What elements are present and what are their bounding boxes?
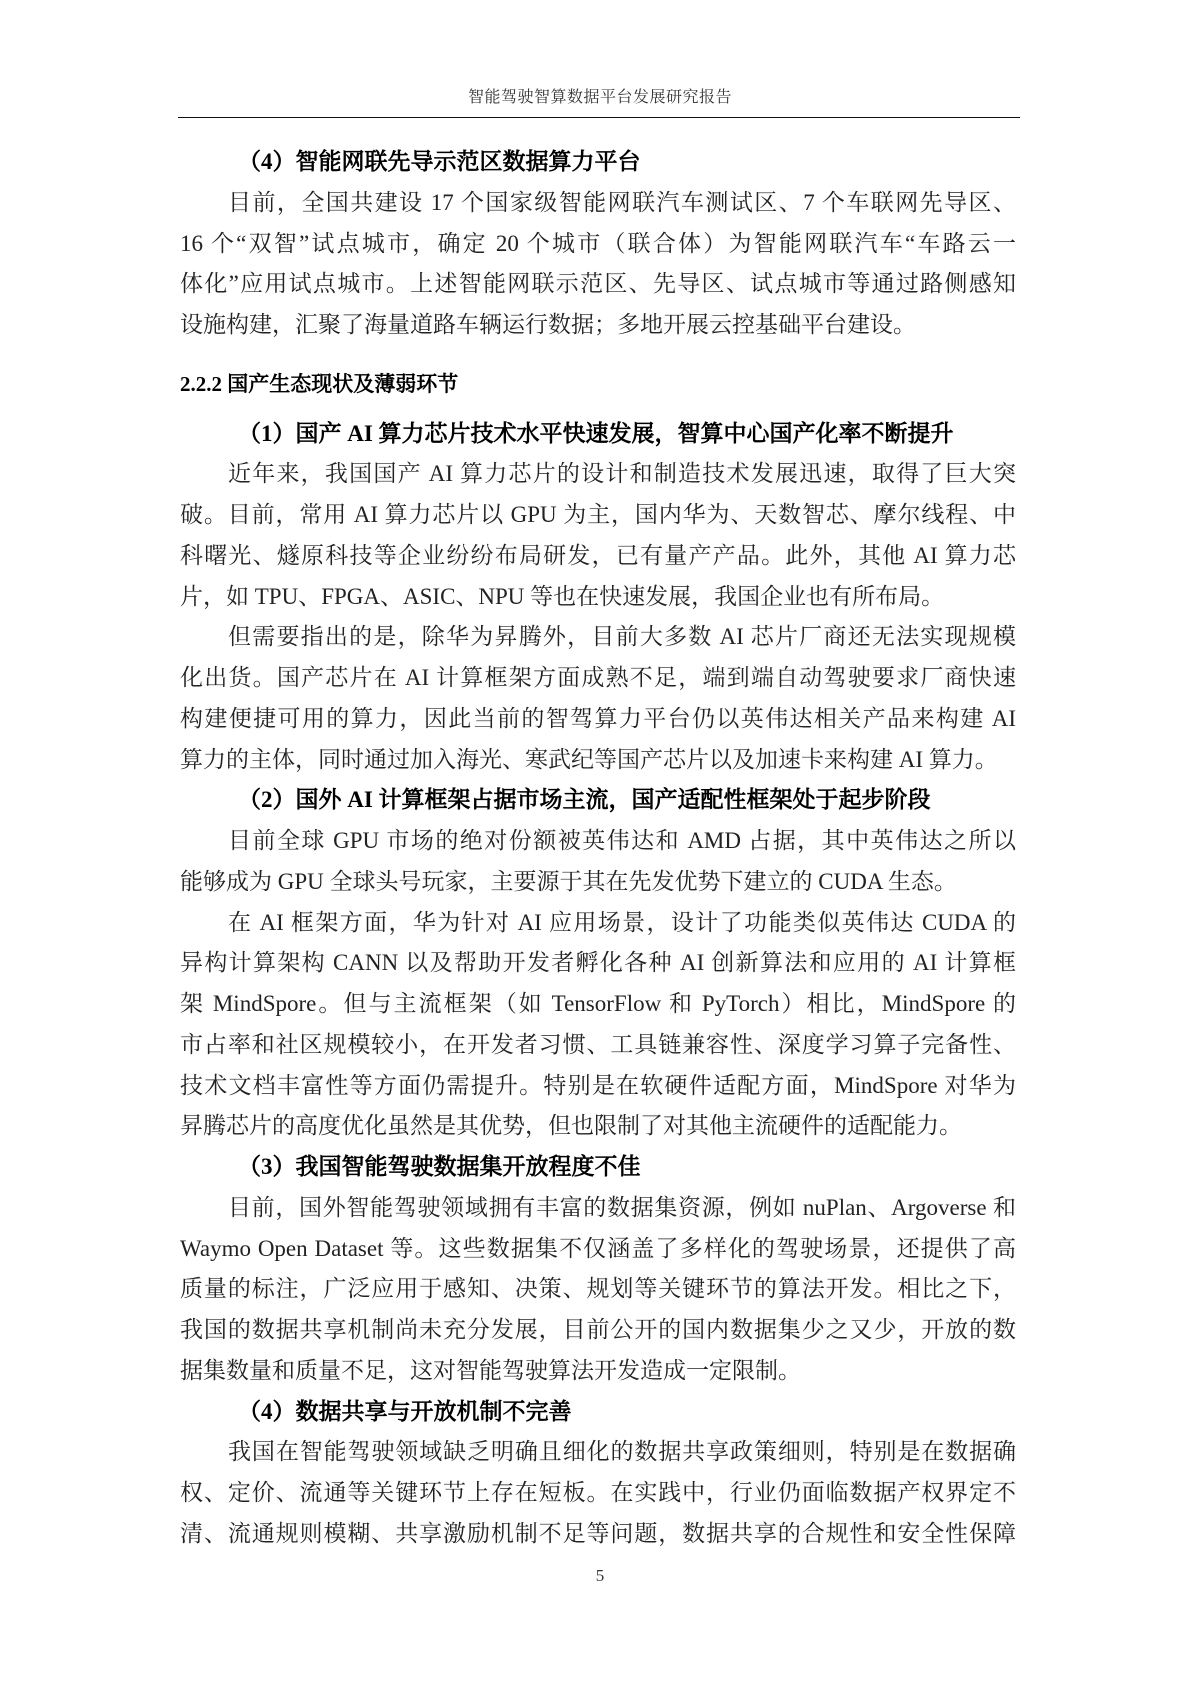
paragraph-line: 能够成为 GPU 全球头号玩家，主要源于其在先发优势下建立的 CUDA 生态。 — [180, 868, 957, 894]
paragraph-line: 近年来，我国国产 AI 算力芯片的设计和制造技术发展迅速，取得了巨大突 — [228, 461, 1016, 487]
paragraph-line: 市占率和社区规模较小，在开发者习惯、工具链兼容性、深度学习算子完备性、 — [180, 1031, 1016, 1057]
paragraph — [180, 1432, 1016, 1554]
subsection-heading: （4）智能网联先导示范区数据算力平台 — [238, 149, 641, 174]
paragraph-line: 目前，国外智能驾驶领域拥有丰富的数据集资源，例如 nuPlan、Argoverse 和 — [228, 1194, 1016, 1220]
document-body — [180, 142, 1016, 1555]
paragraph-line: Waymo Open Dataset 等。这些数据集不仅涵盖了多样化的驾驶场景，还提供了高 — [180, 1235, 1016, 1261]
paragraph-line: 权、定价、流通等关键环节上存在短板。在实践中，行业仍面临数据产权界定不 — [180, 1480, 1016, 1505]
paragraph-line: 目前全球 GPU 市场的绝对份额被英伟达和 AMD 占据，其中英伟达之所以 — [228, 828, 1016, 853]
paragraph — [180, 617, 1016, 780]
paragraph-line: 昇腾芯片的高度优化虽然是其优势，但也限制了对其他主流硬件的适配能力。 — [180, 1113, 962, 1139]
paragraph-line: 架 MindSpore。但与主流框架（如 TensorFlow 和 PyTorch）相比，MindSpore 的 — [180, 991, 1016, 1016]
paragraph-line: 我国的数据共享机制尚未充分发展，目前公开的国内数据集少之又少，开放的数 — [180, 1317, 1016, 1342]
paragraph-line: 算力的主体，同时通过加入海光、寒武纪等国产芯片以及加速卡来构建 AI 算力。 — [180, 746, 998, 772]
paragraph-line: 体化”应用试点城市。上述智能网联示范区、先导区、试点城市等通过路侧感知 — [180, 271, 1016, 297]
paragraph-line: 但需要指出的是，除华为昇腾外，目前大多数 AI 芯片厂商还无法实现规模 — [228, 624, 1016, 650]
paragraph-line: 据集数量和质量不足，这对智能驾驶算法开发造成一定限制。 — [180, 1357, 801, 1383]
paragraph-line: 在 AI 框架方面，华为针对 AI 应用场景，设计了功能类似英伟达 CUDA 的 — [228, 909, 1016, 935]
paragraph-line: 科曙光、燧原科技等企业纷纷布局研发，已有量产产品。此外，其他 AI 算力芯 — [180, 542, 1016, 568]
paragraph — [180, 821, 1016, 903]
paragraph-line: 我国在智能驾驶领域缺乏明确且细化的数据共享政策细则，特别是在数据确 — [228, 1439, 1016, 1465]
paragraph-line: 片，如 TPU、FPGA、ASIC、NPU 等也在快速发展，我国企业也有所布局。 — [180, 583, 945, 609]
page-number: 5 — [595, 1566, 605, 1585]
paragraph-line: 破。目前，常用 AI 算力芯片以 GPU 为主，国内华为、天数智芯、摩尔线程、中 — [180, 502, 1016, 527]
paragraph-line: 目前，全国共建设 17 个国家级智能网联汽车测试区、7 个车联网先导区、 — [228, 189, 1016, 215]
paragraph — [180, 1188, 1016, 1392]
paragraph-line: 16 个“双智”试点城市，确定 20 个城市（联合体）为智能网联汽车“车路云一 — [180, 230, 1016, 256]
paragraph-line: 构建便捷可用的算力，因此当前的智驾算力平台仍以英伟达相关产品来构建 AI — [180, 705, 1016, 731]
subsection-heading: （3）我国智能驾驶数据集开放程度不佳 — [238, 1154, 641, 1179]
paragraph-line: 异构计算架构 CANN 以及帮助开发者孵化各种 AI 创新算法和应用的 AI 计算框 — [180, 950, 1016, 976]
paragraph — [180, 903, 1016, 1148]
running-header: 智能驾驶智算数据平台发展研究报告 — [467, 89, 732, 106]
paragraph — [180, 454, 1016, 617]
paragraph-line: 化出货。国产芯片在 AI 计算框架方面成熟不足，端到端自动驾驶要求厂商快速 — [180, 665, 1016, 690]
section-heading: 2.2.2 国产生态现状及薄弱环节 — [180, 371, 459, 396]
paragraph-line: 技术文档丰富性等方面仍需提升。特别是在软硬件适配方面，MindSpore 对华为 — [180, 1072, 1016, 1098]
paragraph-line: 清、流通规则模糊、共享激励机制不足等问题，数据共享的合规性和安全性保障 — [180, 1520, 1016, 1546]
paragraph-line: 质量的标注，广泛应用于感知、决策、规划等关键环节的算法开发。相比之下， — [180, 1276, 1016, 1302]
paragraph-line: 设施构建，汇聚了海量道路车辆运行数据；多地开展云控基础平台建设。 — [180, 312, 916, 337]
paragraph — [180, 183, 1016, 346]
subsection-heading: （1）国产 AI 算力芯片技术水平快速发展，智算中心国产化率不断提升 — [238, 420, 954, 446]
subsection-heading: （2）国外 AI 计算框架占据市场主流，国产适配性框架处于起步阶段 — [238, 787, 931, 813]
subsection-heading: （4）数据共享与开放机制不完善 — [238, 1398, 572, 1424]
header-rule — [178, 117, 1020, 118]
